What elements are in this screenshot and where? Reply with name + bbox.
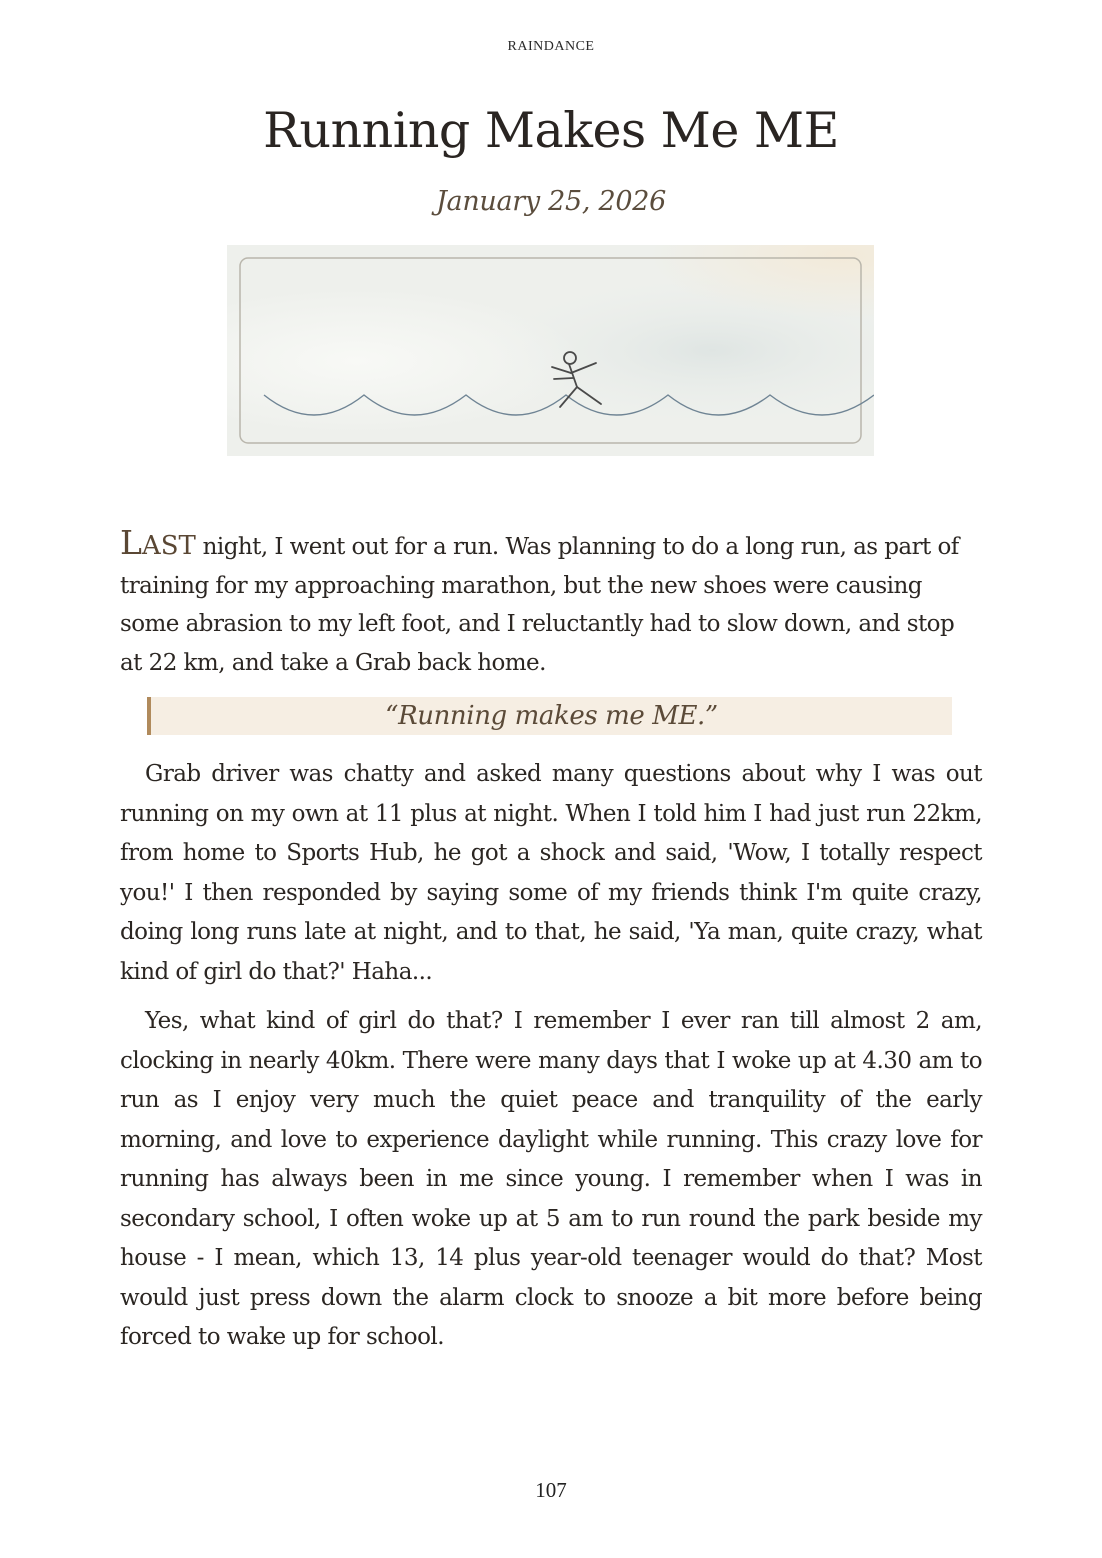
paragraph-2: Grab driver was chatty and asked many questions about why I was out running on my own at 11 plus at night. When I told him I had just run 22km, from home to Sports Hub, he got a shock and said, 'Wow, I totally respect you!' I then responded by saying some of my friends think I'm quite crazy, doing long runs late at night, and to that, he said, 'Ya man, quite crazy, what kind of girl do that?' Haha... <box>120 761 982 985</box>
pull-quote: “Running makes me ME.” <box>147 697 952 735</box>
paragraph-1 <box>120 524 982 682</box>
running-stick-figure-illustration <box>227 245 874 456</box>
page-title: Running Makes Me ME <box>263 102 839 159</box>
paragraph-1-text: night, I went out for a run. Was planning to do a long run, as part of training for my approaching marathon, but the new shoes were causing some abrasion to my left foot, and I reluctantly had to slow down, and stop at 22 km, and take a Grab back home. <box>120 534 959 676</box>
dropcap-small-caps: AST <box>141 531 196 561</box>
post-date: January 25, 2026 <box>436 186 666 217</box>
dropcap-letter: L <box>120 523 142 562</box>
page-number: 107 <box>535 1478 567 1502</box>
running-header: RAINDANCE <box>507 39 595 54</box>
paragraph-3: Yes, what kind of girl do that? I remember I ever ran till almost 2 am, clocking in nearly 40km. There were many days that I woke up at 4.30 am to run as I enjoy very much the quiet peace and tranquility of the early morning, and love to experience daylight while running. This crazy love for running has always been in me since young. I remember when I was in secondary school, I often woke up at 5 am to run round the park beside my house - I mean, which 13, 14 plus year-old teenager would do that? Most would just press down the alarm clock to snooze a bit more before being forced to wake up for school. <box>120 1008 982 1350</box>
